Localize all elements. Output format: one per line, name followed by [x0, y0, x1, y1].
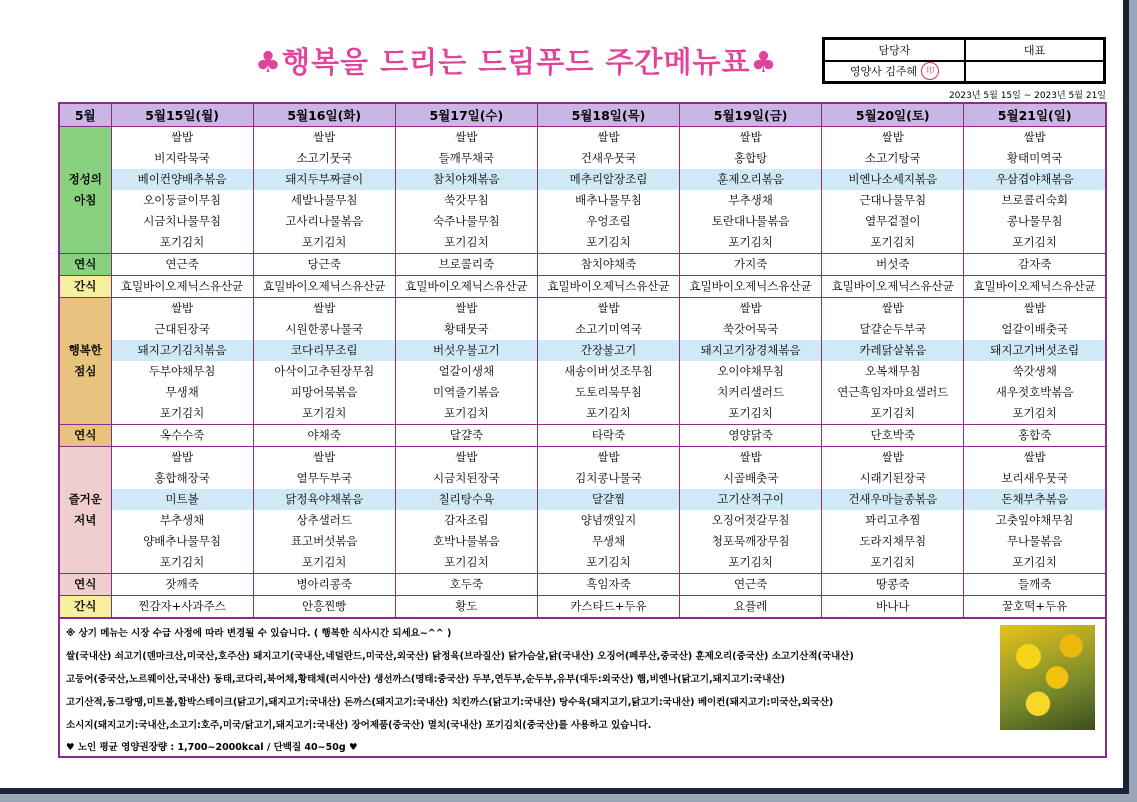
- dish-item: 도토리묵무침: [575, 385, 642, 399]
- dish-item: 쌀밥: [455, 301, 478, 315]
- dish-item: 쑥갓어묵국: [722, 322, 779, 336]
- dish-item: 보리새우뭇국: [1001, 471, 1068, 485]
- dish-item: 양념깻잎지: [580, 513, 637, 527]
- dish-item: 쌀밥: [313, 450, 336, 464]
- dish-item: 간장불고기: [538, 340, 679, 361]
- dish-item: 비지락묵국: [154, 151, 210, 165]
- dish-item: 미역줄기볶음: [433, 385, 500, 399]
- dish-item: 포기김치: [159, 235, 205, 249]
- dish-item: 오이야채무침: [717, 364, 784, 378]
- dish-item: 쌀밥: [739, 450, 762, 464]
- dish-item: 코다리무조림: [254, 340, 395, 361]
- snack-cell: 홍합죽: [964, 425, 1106, 447]
- notes-line: ※ 상기 메뉴는 시장 수급 사정에 따라 변경될 수 있습니다. ( 행복한 식사시간 되세요~^^ ): [66, 628, 452, 639]
- dish-item: 쑥갓생채: [1012, 364, 1057, 378]
- dietitian-cell: [824, 61, 965, 83]
- dish-item: 포기김치: [301, 406, 347, 420]
- dish-item: 쌀밥: [1023, 301, 1046, 315]
- meal-cell: [537, 298, 679, 425]
- snack-cell: 효밀바이오제닉스유산균: [964, 276, 1106, 298]
- snack-cell: 효밀바이오제닉스유산균: [822, 276, 964, 298]
- snack-cell: 잣깨죽: [111, 574, 253, 596]
- dish-item: 호박나물볶음: [433, 534, 500, 548]
- snack-cell: 타락죽: [537, 425, 679, 447]
- meal-row: [59, 127, 1106, 254]
- meal-cell: [680, 127, 822, 254]
- snack-cell: 가지죽: [680, 254, 822, 276]
- month-header: 5월: [59, 103, 111, 127]
- dish-item: 도라지채무침: [859, 534, 927, 548]
- meal-label-line: 연식: [74, 257, 97, 271]
- header-row: [59, 103, 1106, 127]
- meal-cell: [253, 447, 395, 574]
- dish-item: 포기김치: [870, 406, 915, 420]
- snack-row: [59, 254, 1106, 276]
- dish-item: 베이컨양배추볶음: [112, 169, 253, 190]
- snack-cell: 황도: [395, 596, 537, 619]
- snack-row: [59, 425, 1106, 447]
- notes-line: 쌀(국내산) 쇠고기(덴마크산,미국산,호주산) 돼지고기(국내산,네덜란드,미국산,외국산) 닭정육(브라질산) 닭가슴살,닭(국내산) 오징어(페루산,중국산) 훈제오리(중국산) 소고기산적(국내산): [66, 651, 854, 662]
- dish-item: 쌀밥: [313, 301, 336, 315]
- meal-label-line: 점심: [74, 364, 97, 378]
- dish-item: 고춧잎야채무침: [995, 513, 1074, 527]
- forsythia-flower-image: [1000, 625, 1095, 730]
- meal-cell: [253, 298, 395, 425]
- dish-item: 시래기된장국: [859, 471, 927, 485]
- dish-item: 얼갈이배춧국: [1001, 322, 1068, 336]
- dish-item: 꽈리고추찜: [865, 513, 921, 527]
- snack-cell: 땅콩죽: [822, 574, 964, 596]
- ceo-sign-cell: [965, 61, 1104, 83]
- dish-item: 쌀밥: [881, 130, 904, 144]
- snack-cell: 단호박죽: [822, 425, 964, 447]
- meal-cell: [537, 127, 679, 254]
- meal-cell: [822, 298, 964, 425]
- snack-cell: 버섯죽: [822, 254, 964, 276]
- dish-item: 부추생채: [159, 513, 205, 527]
- meal-label-line: 간식: [74, 279, 97, 293]
- meal-label: [59, 276, 111, 298]
- dish-item: 참치야채볶음: [396, 169, 537, 190]
- dish-item: 배추나물무침: [575, 193, 642, 207]
- dish-item: 쌀밥: [597, 301, 620, 315]
- dish-item: 청포묵깨장무침: [711, 534, 790, 548]
- dish-item: 감자조림: [444, 513, 489, 527]
- dish-item: 쌀밥: [170, 450, 194, 464]
- dish-item: 쌀밥: [1023, 450, 1046, 464]
- snack-cell: 브로콜리죽: [395, 254, 537, 276]
- dish-item: 쌀밥: [170, 301, 194, 315]
- day-header: 5월21일(일): [964, 103, 1106, 127]
- day-header: 5월20일(토): [822, 103, 964, 127]
- meal-cell: [111, 298, 253, 425]
- dish-item: 쌀밥: [881, 301, 904, 315]
- dish-item: 새송이버섯조무침: [564, 364, 653, 378]
- dish-item: 소고기미역국: [575, 322, 642, 336]
- dish-item: 건새우마늘종볶음: [822, 489, 963, 510]
- meal-row: [59, 298, 1106, 425]
- dish-item: 포기김치: [586, 406, 631, 420]
- meal-label-line: 연식: [74, 428, 97, 442]
- dish-item: 돼지고기버섯조림: [964, 340, 1105, 361]
- meal-cell: [537, 447, 679, 574]
- dish-item: 홍합탕: [733, 151, 768, 165]
- approval-box: [822, 37, 1106, 84]
- dish-item: 열무겉절이: [865, 214, 921, 228]
- dish-item: 오징어젓갈무침: [711, 513, 790, 527]
- dish-item: 쌀밥: [597, 450, 620, 464]
- dish-item: 쌀밥: [455, 450, 478, 464]
- meal-cell: [964, 127, 1106, 254]
- meal-cell: [111, 127, 253, 254]
- weekly-menu-table: [58, 102, 1107, 619]
- dish-item: 칠리탕수육: [396, 489, 537, 510]
- meal-label-line: 간식: [74, 599, 97, 613]
- snack-cell: 효밀바이오제닉스유산균: [537, 276, 679, 298]
- dish-item: 쌀밥: [1023, 130, 1046, 144]
- snack-cell: 요플레: [680, 596, 822, 619]
- dish-item: 근대된장국: [154, 322, 210, 336]
- dish-item: 포기김치: [301, 555, 347, 569]
- dish-item: 포기김치: [728, 406, 773, 420]
- dish-item: 포기김치: [1012, 406, 1057, 420]
- page-title: ♣행복을 드리는 드림푸드 주간메뉴표♣: [255, 45, 778, 79]
- dish-item: 소고기뭇국: [296, 151, 352, 165]
- dish-item: 브로콜리숙회: [1001, 193, 1068, 207]
- meal-cell: [680, 298, 822, 425]
- meal-cell: [964, 447, 1106, 574]
- dish-item: 양배추나물무침: [143, 534, 221, 548]
- dish-item: 포기김치: [728, 235, 773, 249]
- snack-cell: 영양닭죽: [680, 425, 822, 447]
- dish-item: 황태뭇국: [444, 322, 489, 336]
- dish-item: 무생채: [165, 385, 199, 399]
- dish-item: 시금치나물무침: [143, 214, 221, 228]
- dish-item: 오복채무침: [865, 364, 921, 378]
- snack-cell: 참치야채죽: [537, 254, 679, 276]
- dish-item: 근대나물무침: [859, 193, 927, 207]
- dish-item: 우삼겹야채볶음: [964, 169, 1105, 190]
- meal-cell: [822, 127, 964, 254]
- dish-item: 포기김치: [1012, 555, 1057, 569]
- dish-item: 아삭이고추된장무침: [274, 364, 375, 378]
- dish-item: 얼갈이생채: [438, 364, 495, 378]
- dish-item: 시금치된장국: [433, 471, 500, 485]
- dish-item: 소고기탕국: [865, 151, 921, 165]
- dish-item: 치커리샐러드: [717, 385, 784, 399]
- snack-cell: 호두죽: [395, 574, 537, 596]
- dish-item: 비엔나소세지볶음: [822, 169, 963, 190]
- snack-cell: 흑임자죽: [537, 574, 679, 596]
- dish-item: 표고버섯볶음: [290, 534, 358, 548]
- dish-item: 돼지두부짜글이: [254, 169, 395, 190]
- dish-item: 두부야채무침: [148, 364, 216, 378]
- dish-item: 고사리나물볶음: [285, 214, 364, 228]
- notes-line: 소시지(돼지고기:국내산,소고기:호주,미국/닭고기,돼지고기:국내산) 장어제품(중국산) 멸치(국내산) 포기김치(중국산)를 사용하고 있습니다.: [66, 720, 652, 731]
- dish-item: 카레닭살볶음: [822, 340, 963, 361]
- meal-cell: [111, 447, 253, 574]
- snack-row: [59, 596, 1106, 619]
- dish-item: 달걀순두부국: [859, 322, 927, 336]
- meal-label: [59, 254, 111, 276]
- snack-cell: 효밀바이오제닉스유산균: [395, 276, 537, 298]
- dish-item: 콩나물무침: [1006, 214, 1063, 228]
- day-header: 5월18일(목): [537, 103, 679, 127]
- dish-item: 버섯우불고기: [396, 340, 537, 361]
- meal-cell: [253, 127, 395, 254]
- dish-item: 달걀찜: [538, 489, 679, 510]
- dish-item: 닭정육야채볶음: [254, 489, 395, 510]
- dish-item: 세발나물무침: [290, 193, 358, 207]
- dish-item: 포기김치: [301, 235, 347, 249]
- dish-item: 쌀밥: [455, 130, 478, 144]
- snack-cell: 꿀호떡+두유: [964, 596, 1106, 619]
- dish-item: 피망어묵볶음: [290, 385, 358, 399]
- notes-box: [58, 617, 1107, 758]
- dish-item: 쌀밥: [739, 130, 762, 144]
- notes-line: 고기산적,동그랑땡,미트볼,함박스테이크(닭고기,돼지고기:국내산) 돈까스(돼지고기:국내산) 치킨까스(닭고기:국내산) 탕수육(돼지고기,닭고기:국내산) 베이컨(돼지고기:미국산,외국산): [66, 697, 834, 708]
- dish-item: 새우젓호박볶음: [995, 385, 1074, 399]
- snack-cell: 효밀바이오제닉스유산균: [680, 276, 822, 298]
- meal-label-line: 행복한: [68, 343, 102, 357]
- meal-label-line: 연식: [74, 577, 97, 591]
- dish-item: 열무두부국: [296, 471, 352, 485]
- dish-item: 쌀밥: [881, 450, 904, 464]
- dish-item: 포기김치: [870, 235, 915, 249]
- dish-item: 건새우뭇국: [580, 151, 637, 165]
- day-header: 5월15일(월): [111, 103, 253, 127]
- dish-item: 쌀밥: [170, 130, 194, 144]
- dish-item: 시원한콩나물국: [285, 322, 364, 336]
- day-header: 5월17일(수): [395, 103, 537, 127]
- meal-label-line: 아침: [74, 193, 97, 207]
- dish-item: 메추리알장조림: [538, 169, 679, 190]
- dish-item: 연근흑임자마요샐러드: [837, 385, 949, 399]
- dish-item: 숙주나물무침: [433, 214, 500, 228]
- dish-item: 쌀밥: [739, 301, 762, 315]
- snack-cell: 당근죽: [253, 254, 395, 276]
- snack-cell: 옥수수죽: [111, 425, 253, 447]
- date-range: 2023년 5월 15일 ~ 2023년 5월 21일: [948, 91, 1106, 101]
- meal-label: [59, 298, 111, 425]
- notes-line: 고등어(중국산,노르웨이산,국내산) 동태,코다리,북어채,황태채(러시아산) 생선까스(명태:중국산) 두부,연두부,순두부,유부(대두:외국산) 햄,비엔나(닭고기,돼지고기:국내산): [66, 674, 785, 685]
- day-header: 5월19일(금): [680, 103, 822, 127]
- dish-item: 홍합해장국: [154, 471, 210, 485]
- meal-cell: [395, 298, 537, 425]
- snack-cell: 감자죽: [964, 254, 1106, 276]
- snack-cell: 찐감자+사과주스: [111, 596, 253, 619]
- dish-item: 돼지고기김치볶음: [112, 340, 253, 361]
- meal-label-line: 정성의: [68, 172, 102, 186]
- dish-item: 고기산적구이: [680, 489, 821, 510]
- dish-item: 황태미역국: [1006, 151, 1063, 165]
- dish-item: 돈채부추볶음: [964, 489, 1105, 510]
- meal-label-line: 저녁: [74, 513, 97, 527]
- dish-item: 포기김치: [444, 235, 489, 249]
- snack-cell: 병아리콩죽: [253, 574, 395, 596]
- dish-item: 포기김치: [586, 555, 631, 569]
- dish-item: 시골배춧국: [722, 471, 779, 485]
- snack-cell: 들깨죽: [964, 574, 1106, 596]
- dish-item: 포기김치: [159, 555, 205, 569]
- dish-item: 훈제오리볶음: [680, 169, 821, 190]
- dish-item: 무나물볶음: [1006, 534, 1063, 548]
- snack-cell: 안흥찐빵: [253, 596, 395, 619]
- dish-item: 포기김치: [870, 555, 915, 569]
- snack-cell: 카스타드+두유: [537, 596, 679, 619]
- snack-row: [59, 276, 1106, 298]
- meal-label: [59, 127, 111, 254]
- dish-item: 부추생채: [728, 193, 773, 207]
- dish-item: 상추샐러드: [296, 513, 352, 527]
- seal-stamp-icon: 印: [921, 62, 939, 80]
- meal-cell: [395, 447, 537, 574]
- dish-item: 포기김치: [586, 235, 631, 249]
- manager-label: 담당자: [824, 39, 965, 61]
- snack-cell: 연근죽: [680, 574, 822, 596]
- dish-item: 포기김치: [444, 406, 489, 420]
- dish-item: 포기김치: [728, 555, 773, 569]
- dish-item: 돼지고기장경채볶음: [680, 340, 821, 361]
- dish-item: 포기김치: [444, 555, 489, 569]
- snack-cell: 달걀죽: [395, 425, 537, 447]
- meal-label: [59, 596, 111, 619]
- dish-item: 토란대나물볶음: [711, 214, 790, 228]
- dish-item: 오이둥글이무침: [143, 193, 221, 207]
- snack-cell: 야채죽: [253, 425, 395, 447]
- dish-item: 김치콩나물국: [575, 471, 642, 485]
- dietitian-name: 영양사 김주혜: [849, 65, 918, 79]
- dish-item: 쌀밥: [313, 130, 336, 144]
- dish-item: 포기김치: [1012, 235, 1057, 249]
- snack-cell: 연근죽: [111, 254, 253, 276]
- meal-row: [59, 447, 1106, 574]
- notes-line: ♥ 노인 평균 영양권장량 : 1,700~2000kcal / 단백질 40~50g ♥: [66, 742, 358, 753]
- dish-item: 포기김치: [159, 406, 205, 420]
- meal-label: [59, 574, 111, 596]
- meal-cell: [964, 298, 1106, 425]
- ceo-label: 대표: [965, 39, 1104, 61]
- dish-item: 우엉조림: [586, 214, 631, 228]
- dish-item: 쌀밥: [597, 130, 620, 144]
- meal-label: [59, 447, 111, 574]
- meal-cell: [395, 127, 537, 254]
- snack-cell: 효밀바이오제닉스유산균: [111, 276, 253, 298]
- meal-label: [59, 425, 111, 447]
- dish-item: 미트볼: [112, 489, 253, 510]
- meal-cell: [680, 447, 822, 574]
- snack-cell: 바나나: [822, 596, 964, 619]
- day-header: 5월16일(화): [253, 103, 395, 127]
- dish-item: 들깨무채국: [438, 151, 495, 165]
- snack-row: [59, 574, 1106, 596]
- meal-cell: [822, 447, 964, 574]
- dish-item: 무생채: [591, 534, 626, 548]
- dish-item: 쑥갓무침: [444, 193, 489, 207]
- meal-label-line: 즐거운: [68, 492, 102, 506]
- snack-cell: 효밀바이오제닉스유산균: [253, 276, 395, 298]
